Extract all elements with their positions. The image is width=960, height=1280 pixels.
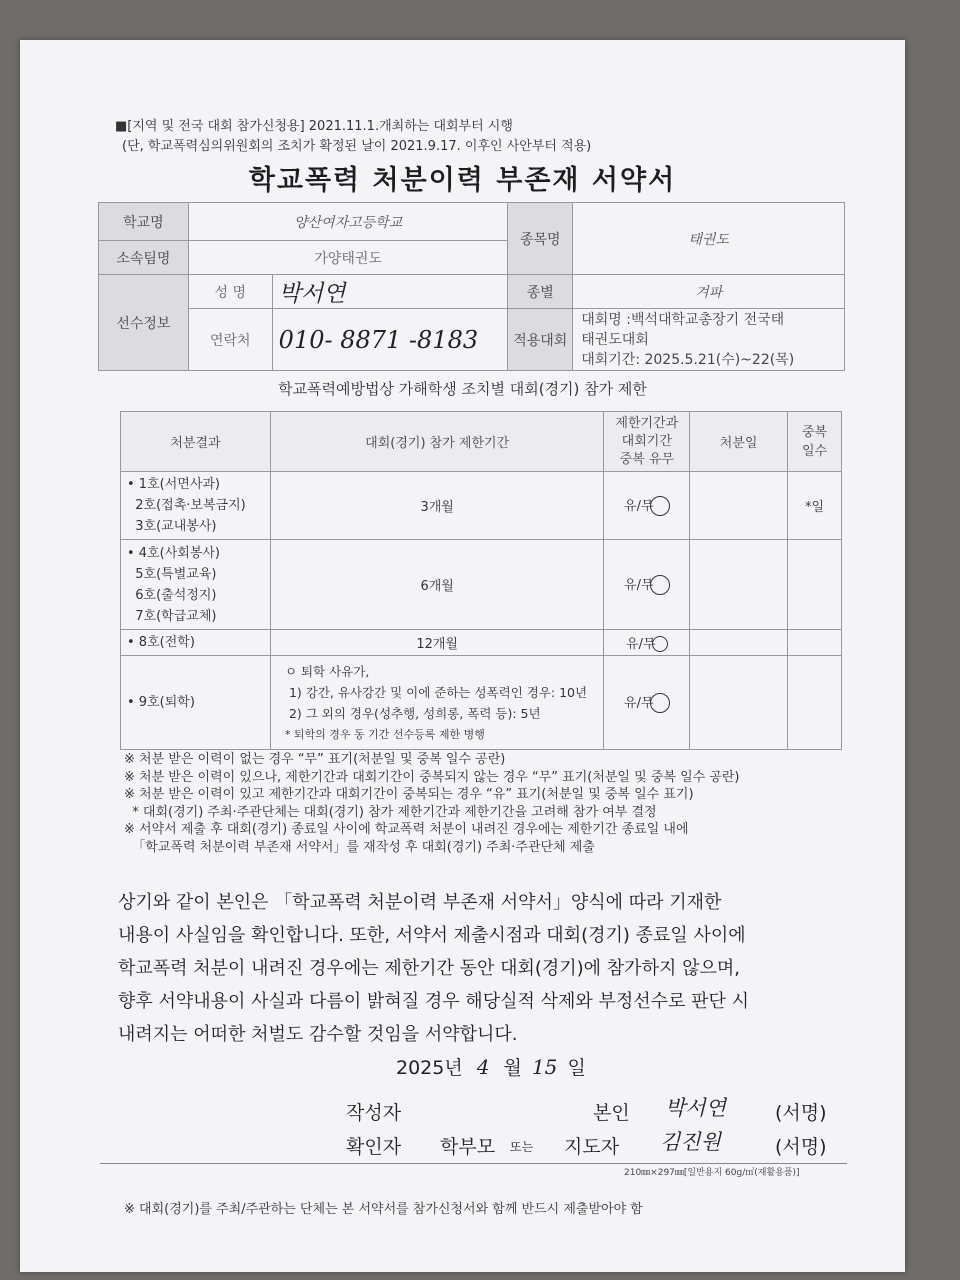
mark-circle-icon: [652, 636, 668, 652]
row-period: 12개월: [270, 630, 603, 656]
table-row: [121, 472, 842, 540]
row-period: 6개월: [270, 540, 603, 630]
self-label: 본인: [593, 1102, 630, 1124]
competition-info: [573, 309, 845, 371]
notes: [124, 751, 740, 856]
row-result: [121, 630, 271, 656]
parent-label: 학부모: [440, 1136, 496, 1158]
row-overlap: [604, 630, 690, 656]
row-line: 7호(학급교체): [127, 608, 217, 624]
name-label: 성 명: [188, 275, 272, 309]
competition-label: 적용대회: [508, 309, 573, 371]
restriction-subtitle: 학교폭력예방법상 가해학생 조치별 대회(경기) 참가 제한: [278, 380, 647, 398]
overlap-text: 유/무: [624, 577, 654, 593]
row-overlap: [604, 540, 690, 630]
note-line: ※ 처분 받은 이력이 있으나, 제한기간과 대회기간이 중복되지 않는 경우 “무” 표기(처분일 및 중복 일수 공란): [124, 769, 740, 785]
col-overlap-3: 중복 유무: [619, 451, 674, 467]
declaration-line: 향후 서약내용이 사실과 다름이 밝혀질 경우 해당실적 삭제와 부정선수로 판단 시: [118, 991, 750, 1012]
overlap-text: 유/무: [626, 636, 656, 652]
contact-value: 010- 8871 -8183: [272, 309, 508, 371]
declaration-line: 학교폭력 처분이 내려진 경우에는 제한기간 동안 대회(경기)에 참가하지 않으며,: [118, 958, 740, 979]
header-line-1: ■[지역 및 전국 대회 참가신청용] 2021.11.1.개최하는 대회부터 시행: [115, 119, 513, 134]
declaration: [118, 886, 858, 1051]
document-title: 학교폭력 처분이력 부존재 서약서: [248, 165, 677, 196]
self-name: 박서연: [665, 1096, 726, 1120]
mark-circle-icon: [650, 575, 670, 595]
writer-label: 작성자: [346, 1102, 402, 1124]
note-line: * 대회(경기) 주최·주관단체는 대회(경기) 참가 제한기간과 제한기간을 고려해 참가 여부 결정: [124, 804, 657, 820]
gender-value: 겨파: [573, 275, 845, 309]
row-days: [788, 540, 842, 630]
mark-circle-icon: [650, 693, 670, 713]
col-result: 처분결과: [121, 412, 271, 472]
row-date: [690, 630, 788, 656]
team-label: 소속팀명: [99, 241, 189, 275]
row-result: [121, 540, 271, 630]
declaration-line: 내용이 사실임을 확인합니다. 또한, 서약서 제출시점과 대회(경기) 종료일 사이에: [118, 925, 746, 946]
gender-label: 종별: [508, 275, 573, 309]
signing-date: [396, 1053, 586, 1080]
table-row: [121, 540, 842, 630]
row-line: 3호(교내봉사): [127, 519, 217, 534]
event-value: 태권도: [573, 203, 845, 275]
row-line: • 8호(전학): [127, 635, 195, 650]
divider: [100, 1163, 847, 1164]
competition-name-2: 태권도대회: [581, 331, 649, 348]
row-line: 2호(접촉·보복금지): [127, 498, 246, 513]
row-line: 6호(출석정지): [127, 587, 217, 603]
event-label: 종목명: [508, 203, 573, 275]
coach-name: 김진원: [660, 1130, 721, 1154]
table-row: [121, 656, 842, 750]
header-line-2: (단, 학교폭력심의위원회의 조치가 확정된 날이 2021.9.17. 이후인 사안부터 적용): [122, 139, 592, 154]
school-label: 학교명: [99, 203, 189, 241]
competition-period: 대회기간: 2025.5.21(수)~22(목): [581, 351, 795, 368]
row-line: • 9호(퇴학): [127, 695, 195, 710]
period-line: * 퇴학의 경우 동 기간 선수등록 제한 병행: [284, 727, 485, 741]
footer-note: ※ 대회(경기)를 주최/주관하는 단체는 본 서약서를 참가신청서와 함께 반드시 제출받아야 함: [124, 1202, 643, 1217]
col-days-1: 중복: [801, 424, 828, 440]
period-line: 1) 강간, 유사강간 및 이에 준하는 성폭력인 경우: 10년: [288, 684, 588, 700]
col-days: [788, 412, 842, 472]
signature-mark-2: (서명): [775, 1136, 827, 1158]
note-line: ※ 처분 받은 이력이 있고 제한기간과 대회기간이 중복되는 경우 “유” 표기(처분일 및 중복 일수 표기): [124, 787, 694, 802]
row-overlap: [604, 472, 690, 540]
school-value: 양산여자고등학교: [188, 203, 508, 241]
period-line: 2) 그 외의 경우(성추행, 성희롱, 폭력 등): 5년: [288, 705, 541, 721]
row-line: • 4호(사회봉사): [127, 545, 221, 561]
row-overlap: [604, 656, 690, 750]
row-days: *일: [788, 472, 842, 540]
contact-label: 연락처: [188, 309, 272, 371]
col-overlap-2: 대회기간: [621, 433, 672, 449]
note-line: ※ 서약서 제출 후 대회(경기) 종료일 사이에 학교폭력 처분이 내려진 경우에는 제한기간 종료일 내에: [124, 822, 689, 837]
row-date: [690, 656, 788, 750]
confirmer-label: 확인자: [346, 1136, 402, 1158]
col-period: 대회(경기) 참가 제한기간: [270, 412, 603, 472]
date-day: 15: [531, 1055, 558, 1079]
overlap-text: 유/무: [624, 695, 654, 711]
declaration-line: 상기와 같이 본인은 「학교폭력 처분이력 부존재 서약서」양식에 따라 기재한: [118, 892, 722, 913]
name-value: 박서연: [272, 275, 508, 309]
row-result: [121, 472, 271, 540]
row-days: [788, 656, 842, 750]
date-month-unit: 월: [503, 1057, 522, 1079]
date-year: 2025년: [396, 1057, 463, 1079]
row-line: 5호(특별교육): [127, 566, 217, 582]
col-overlap: [604, 412, 690, 472]
date-day-unit: 일: [567, 1057, 586, 1079]
paper-note: 210㎜×297㎜[일반용지 60g/㎡(재활용품)]: [624, 1168, 800, 1178]
col-date: 처분일: [690, 412, 788, 472]
note-line: ※ 처분 받은 이력이 없는 경우 “무” 표기(처분일 및 중복 일수 공란): [124, 752, 506, 767]
row-date: [690, 472, 788, 540]
or-label: 또는: [510, 1140, 534, 1154]
disposition-table: [120, 411, 842, 750]
coach-label: 지도자: [564, 1136, 620, 1158]
mark-circle-icon: [650, 496, 670, 516]
row-date: [690, 540, 788, 630]
overlap-text: 유/무: [624, 498, 654, 514]
table-row: [121, 630, 842, 656]
row-result: [121, 656, 271, 750]
row-days: [788, 630, 842, 656]
col-days-2: 일수: [801, 443, 828, 459]
team-value: 가양태권도: [188, 241, 508, 275]
info-table: [98, 202, 845, 371]
document-sheet: [20, 40, 905, 1272]
signature-mark-1: (서명): [775, 1102, 827, 1124]
row-line: • 1호(서면사과): [127, 477, 221, 492]
row-period: 3개월: [270, 472, 603, 540]
competition-name-1: 대회명 :백석대학교총장기 전국태: [581, 311, 785, 328]
date-month: 4: [476, 1055, 490, 1079]
col-overlap-1: 제한기간과: [615, 415, 679, 431]
note-line: 「학교폭력 처분이력 부존재 서약서」를 재작성 후 대회(경기) 주최·주관단체 제출: [124, 839, 595, 855]
period-line: ㅇ 퇴학 사유가,: [284, 663, 370, 679]
declaration-line: 내려지는 어떠한 처벌도 감수할 것임을 서약합니다.: [118, 1024, 518, 1045]
player-label: 선수정보: [99, 275, 189, 371]
row-period: [270, 656, 603, 750]
